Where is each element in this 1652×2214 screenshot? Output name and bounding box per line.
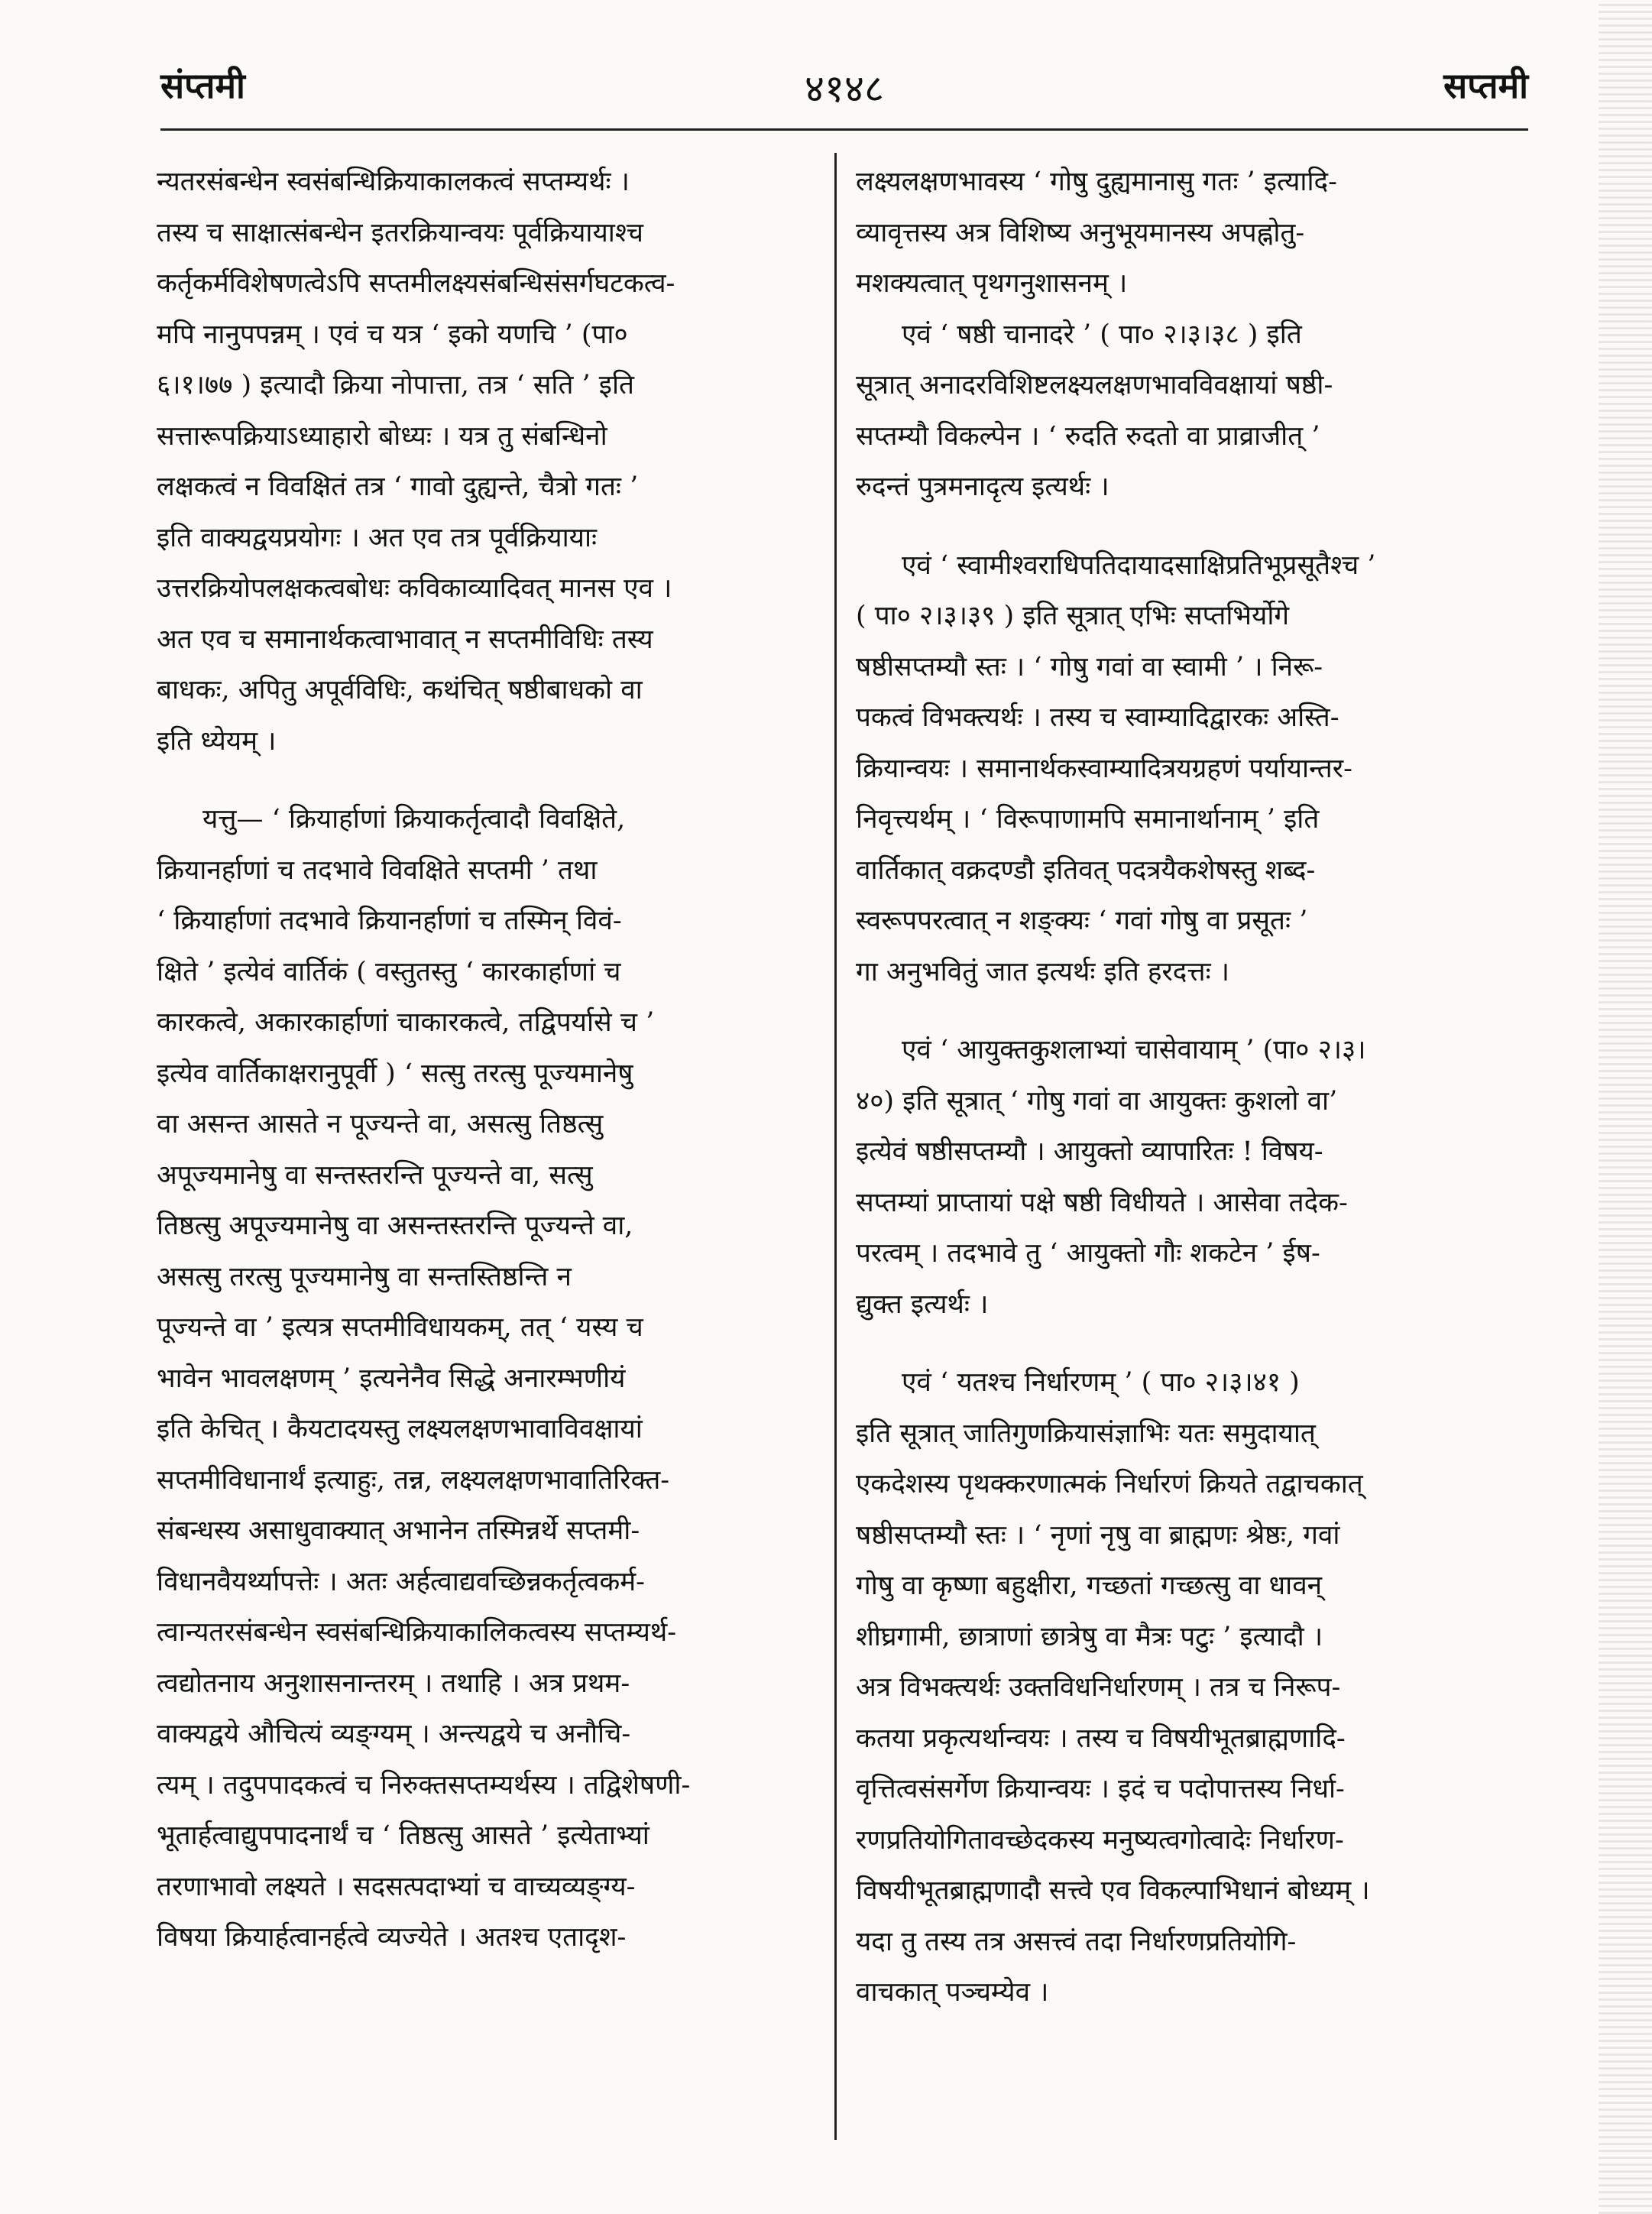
text-line: पूज्यन्ते वा ’ इत्यत्र सप्तमीविधायकम्, तत् ‘ यस्य च — [157, 1312, 643, 1343]
text-line: भूतार्हत्वाद्युपपादनार्थं च ‘ तिष्ठत्सु आसते ’ इत्येताभ्यां — [157, 1820, 649, 1851]
text-line: संबन्धस्य असाधुवाक्यात् अभानेन तस्मिन्नर्थे सप्तमी- — [157, 1515, 640, 1546]
text-line: शीघ्रगामी, छात्राणां छात्रेषु वा मैत्रः पटुः ’ इत्यादौ । — [856, 1621, 1323, 1652]
text-line: त्वान्यतरसंबन्धेन स्वसंबन्धिक्रियाकालिकत्वस्य सप्तम्यर्थ- — [157, 1617, 677, 1648]
text-line: एवं ‘ षष्ठी चानादरे ’ ( पा० २।३।३८ ) इति — [902, 319, 1302, 350]
text-line: वाक्यद्वये औचित्यं व्यङ्ग्यम् । अन्त्यद्वये च अनौचि- — [157, 1719, 631, 1749]
text-line: इति सूत्रात् जातिगुणक्रियासंज्ञाभिः यतः समुदायात् — [856, 1418, 1316, 1449]
text-line: लक्षकत्वं न विवक्षितं तत्र ‘ गावो दुह्यन्ते, चैत्रो गतः ’ — [157, 472, 639, 502]
text-line: रुदन्तं पुत्रमनादृत्य इत्यर्थः । — [856, 472, 1109, 502]
text-line: क्षिते ’ इत्येवं वार्तिकं ( वस्तुतस्तु ‘ कारकार्हाणां च — [157, 956, 621, 987]
text-line: विषयीभूतब्राह्मणादौ सत्त्वे एव विकल्पाभिधानं बोध्यम् । — [856, 1875, 1370, 1906]
left-column — [157, 157, 829, 1963]
text-line: यदा तु तस्य तत्र असत्त्वं तदा निर्धारणप्रतियोगि- — [856, 1926, 1297, 1957]
text-line: षष्ठीसप्तम्यौ स्तः । ‘ गोषु गवां वा स्वामी ’ । निरू- — [856, 651, 1323, 682]
paragraph-gap — [157, 767, 829, 794]
text-line: मशक्यत्वात् पृथगनुशासनम् । — [856, 268, 1128, 299]
text-line: सप्तम्यां प्राप्तायां पक्षे षष्ठी विधीयते । आसेवा तदेक- — [856, 1187, 1348, 1218]
text-line: इति ध्येयम् । — [157, 725, 277, 757]
text-line: क्रियान्वयः । समानार्थकस्वाम्यादित्रयग्रहणं पर्यायान्तर- — [856, 753, 1352, 784]
page-number: ४१४८ — [805, 66, 884, 111]
text-line: सप्तम्यौ विकल्पेन । ‘ रुदति रुदतो वा प्राव्राजीत् ’ — [856, 420, 1320, 452]
text-line: पकत्वं विभक्त्यर्थः । तस्य च स्वाम्यादिद्वारकः अस्ति- — [856, 702, 1339, 733]
text-line: निवृत्त्यर्थम् । ‘ विरूपाणामपि समानार्थानाम् ’ इति — [856, 804, 1320, 835]
text-line: एवं ‘ स्वामीश्वराधिपतिदायादसाक्षिप्रतिभूप्रसूतैश्च ’ — [902, 549, 1376, 581]
text-line: सूत्रात् अनादरविशिष्टलक्ष्यलक्षणभावविवक्षायां षष्ठी- — [856, 370, 1333, 400]
text-line: सप्तमीविधानार्थं इत्याहुः, तन्न, लक्ष्यलक्षणभावातिरिक्त- — [157, 1464, 670, 1496]
text-line: मपि नानुपपन्नम् । एवं च यत्र ‘ इको यणचि ’ (पा० — [157, 319, 628, 350]
text-line: वा असन्त आसते न पूज्यन्ते वा, असत्सु तिष्ठत्सु — [157, 1109, 604, 1139]
text-line: एवं ‘ आयुक्तकुशलाभ्यां चासेवायाम् ’ (पा० २।३। — [902, 1035, 1366, 1065]
text-line: व्यावृत्तस्य अत्र विशिष्य अनुभूयमानस्य अपह्नोतु- — [856, 217, 1305, 248]
text-line: रणप्रतियोगितावच्छेदकस्य मनुष्यत्वगोत्वादेः निर्धारण- — [856, 1824, 1344, 1856]
text-line: अपूज्यमानेषु वा सन्तस्तरन्ति पूज्यन्ते वा, सत्सु — [157, 1159, 593, 1191]
text-line: असत्सु तरत्सु पूज्यमानेषु वा सन्तस्तिष्ठन्ति न — [157, 1261, 572, 1292]
text-line: ‘ क्रियार्हाणां तदभावे क्रियानर्हाणां च तस्मिन् विवं- — [157, 906, 622, 936]
text-line: परत्वम् । तदभावे तु ‘ आयुक्तो गौः शकटेन ’ ईष- — [856, 1238, 1320, 1269]
text-line: एकदेशस्य पृथक्करणात्मकं निर्धारणं क्रियते तद्वाचकात् — [856, 1469, 1363, 1499]
text-line: स्वरूपपरत्वात् न शङ्क्यः ‘ गवां गोषु वा प्रसूतः ’ — [856, 906, 1308, 936]
text-line: एवं ‘ यतश्च निर्धारणम् ’ ( पा० २।३।४१ ) — [902, 1367, 1300, 1398]
text-line: गोषु वा कृष्णा बहुक्षीरा, गच्छतां गच्छत्सु वा धावन् — [856, 1571, 1323, 1601]
text-line: त्वद्योतनाय अनुशासनान्तरम् । तथाहि । अत्र प्रथम- — [157, 1668, 630, 1699]
text-line: तिष्ठत्सु अपूज्यमानेषु वा असन्तस्तरन्ति पूज्यन्ते वा, — [157, 1211, 633, 1241]
text-line: द्युक्त इत्यर्थः । — [856, 1289, 989, 1320]
text-line: इत्येव वार्तिकाक्षरानुपूर्वी ) ‘ सत्सु तरत्सु पूज्यमानेषु — [157, 1058, 633, 1089]
text-line: तरणाभावो लक्ष्यते । सदसत्पदाभ्यां च वाच्यव्यङ्ग्य- — [157, 1871, 636, 1902]
text-line: कर्तृकर्मविशेषणत्वेऽपि सप्तमीलक्ष्यसंबन्धिसंसर्गघटकत्व- — [157, 268, 675, 299]
running-head-left: संप्तमी — [160, 65, 245, 106]
text-line: विधानवैयर्थ्यापत्तेः । अतः अर्हत्वाद्यवच्छिन्नकर्तृत्वकर्म- — [157, 1566, 645, 1597]
paragraph-gap — [856, 997, 1528, 1025]
running-head-right: सप्तमी — [1443, 65, 1528, 106]
text-line: इत्येवं षष्ठीसप्तम्यौ । आयुक्तो व्यापारितः ! विषय- — [856, 1136, 1323, 1167]
column-divider — [834, 153, 837, 2140]
text-line: कारकत्वे, अकारकार्हाणां चाकारकत्वे, तद्विपर्यासे च ’ — [157, 1007, 655, 1038]
text-line: यत्तु— ‘ क्रियार्हाणां क्रियाकर्तृत्वादौ विवक्षिते, — [202, 804, 626, 835]
text-line: इति वाक्यद्वयप्रयोगः । अत एव तत्र पूर्वक्रियायाः — [157, 522, 598, 553]
text-line: ४०) इति सूत्रात् ‘ गोषु गवां वा आयुक्तः कुशलो वा’ — [856, 1085, 1338, 1117]
scan-edge-noise — [1599, 0, 1652, 2214]
text-line: क्रियानर्हाणां च तदभावे विवक्षिते सप्तमी ’ तथा — [157, 854, 598, 886]
text-line: ६।१।७७ ) इत्यादौ क्रिया नोपात्ता, तत्र ‘ सति ’ इति — [157, 370, 634, 400]
text-line: इति केचित् । कैयटादयस्तु लक्ष्यलक्षणभावाविवक्षायां — [157, 1414, 643, 1444]
header-rule — [160, 128, 1528, 131]
text-line: भावेन भावलक्षणम् ’ इत्यनेनैव सिद्धे अनारम्भणीयं — [157, 1363, 626, 1394]
text-line: सत्तारूपक्रियाऽध्याहारो बोध्यः । यत्र तु संबन्धिनो — [157, 420, 607, 452]
text-line: ( पा० २।३।३९ ) इति सूत्रात् एभिः सप्तभिर्योगे — [856, 601, 1290, 631]
text-line: तस्य च साक्षात्संबन्धेन इतरक्रियान्वयः पूर्वक्रियायाश्च — [157, 217, 643, 248]
text-line: गा अनुभवितुं जात इत्यर्थः इति हरदत्तः । — [856, 956, 1230, 987]
text-line: अत एव च समानार्थकत्वाभावात् न सप्तमीविधिः तस्य — [157, 624, 653, 655]
text-line: लक्ष्यलक्षणभावस्य ‘ गोषु दुह्यमानासु गतः ’ इत्यादि- — [856, 167, 1337, 197]
text-line: विषया क्रियार्हत्वानर्हत्वे व्यज्येते । अतश्च एतादृश- — [157, 1922, 627, 1953]
text-line: वाचकात् पञ्चम्येव । — [856, 1977, 1049, 2008]
text-line: उत्तरक्रियोपलक्षकत्वबोधः कविकाव्यादिवत् मानस एव । — [157, 573, 672, 604]
text-line: न्यतरसंबन्धेन स्वसंबन्धिक्रियाकालकत्वं सप्तम्यर्थः । — [157, 167, 630, 197]
text-line: बाधकः, अपितु अपूर्वविधिः, कथंचित् षष्ठीबाधको वा — [157, 675, 643, 705]
text-line: षष्ठीसप्तम्यौ स्तः । ‘ नृणां नृषु वा ब्राह्मणः श्रेष्ठः, गवां — [856, 1519, 1340, 1551]
text-line: वार्तिकात् वक्रदण्डौ इतिवत् पदत्रयैकशेषस्तु शब्द- — [856, 854, 1316, 886]
text-line: वृत्तित्वसंसर्गेण क्रियान्वयः । इदं च पदोपात्तस्य निर्धा- — [856, 1774, 1345, 1804]
text-line: त्यम् । तदुपपादकत्वं च निरुक्तसप्तम्यर्थस्य । तद्विशेषणी- — [157, 1769, 691, 1801]
text-line: कतया प्रकृत्यर्थान्वयः । तस्य च विषयीभूतब्राह्मणादि- — [856, 1723, 1346, 1754]
text-line: अत्र विभक्त्यर्थः उक्तविधनिर्धारणम् । तत्र च निरूप- — [856, 1672, 1341, 1703]
paragraph-gap — [856, 1330, 1528, 1357]
page-header — [160, 61, 1528, 130]
paragraph-gap — [856, 513, 1528, 540]
right-column — [856, 157, 1528, 2018]
